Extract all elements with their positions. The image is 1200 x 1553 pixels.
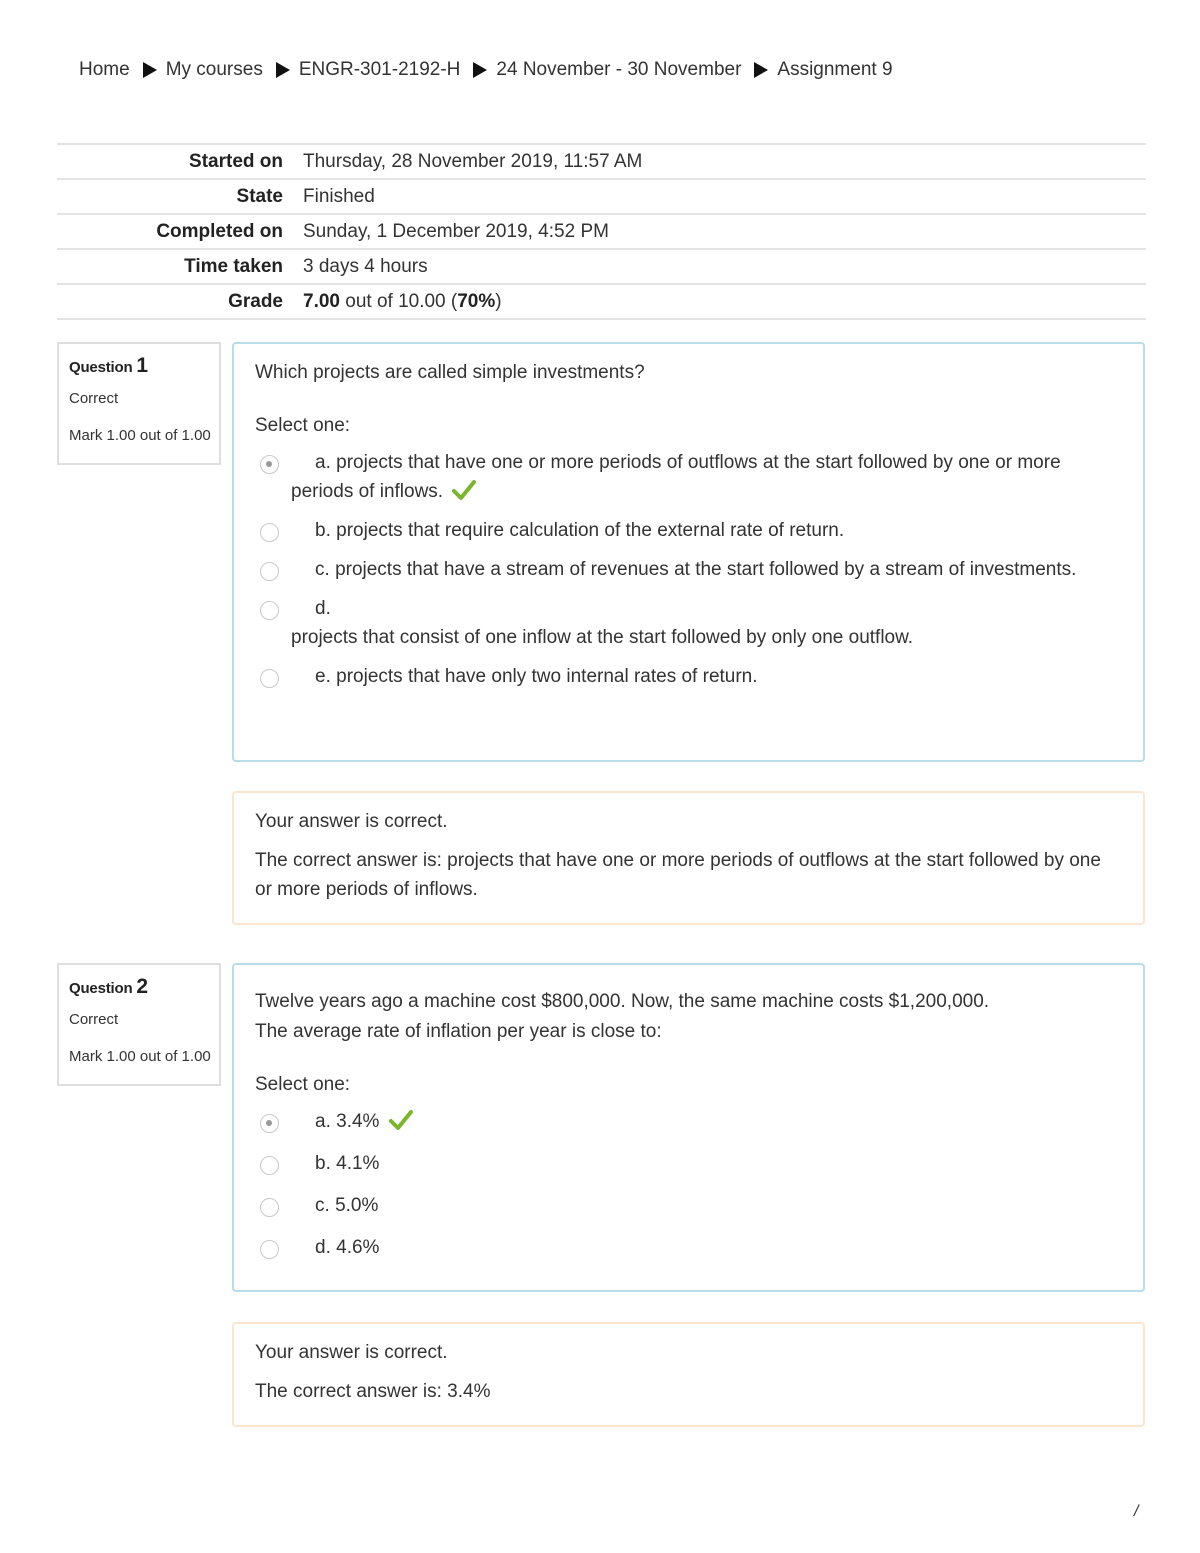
question-2-prompt: Select one: <box>255 1074 351 1095</box>
feedback-status: Your answer is correct. <box>255 811 448 832</box>
grade-out-of: out of 10.00 ( <box>339 290 458 312</box>
option-letter: d. <box>315 1237 331 1258</box>
question-1-option-e[interactable] <box>255 662 1123 691</box>
breadcrumb-separator-icon <box>143 62 157 78</box>
completed-on-label: Completed on <box>57 214 303 249</box>
option-letter: b. <box>315 1153 331 1174</box>
question-2-mark: Mark 1.00 out of 1.00 <box>69 1048 211 1065</box>
state-value: Finished <box>303 179 1146 214</box>
option-letter: d. <box>315 598 331 619</box>
option-text: projects that have one or more periods of outflows at the start followed by one or more periods of inflows. <box>291 452 1061 502</box>
option-text: 5.0% <box>335 1195 379 1216</box>
grade-percent: 70% <box>457 290 496 312</box>
option-text: projects that consist of one inflow at the start followed by only one outflow. <box>291 627 914 648</box>
radio-button[interactable] <box>260 1156 279 1175</box>
summary-row-grade <box>57 284 1146 319</box>
correct-check-icon <box>389 1109 413 1131</box>
question-label: Question <box>69 980 133 997</box>
time-taken-label: Time taken <box>57 249 303 284</box>
summary-row-started <box>57 144 1146 179</box>
feedback-status: Your answer is correct. <box>255 1342 448 1363</box>
radio-button[interactable] <box>260 562 279 581</box>
question-text-line: Which projects are called simple investments? <box>255 362 645 383</box>
question-2-feedback <box>232 1322 1145 1427</box>
breadcrumb-separator-icon <box>276 62 290 78</box>
question-2-formulation <box>232 963 1145 1292</box>
option-letter: c. <box>315 559 330 580</box>
question-1-option-c[interactable] <box>255 555 1123 584</box>
question-2-option-d[interactable] <box>255 1233 1123 1262</box>
question-2-option-c[interactable] <box>255 1191 1123 1220</box>
option-text: projects that have only two internal rates of return. <box>336 666 758 687</box>
page-marker: / <box>1134 1503 1139 1520</box>
summary-row-time <box>57 249 1146 284</box>
summary-row-state <box>57 179 1146 214</box>
radio-button[interactable] <box>260 1240 279 1259</box>
started-on-label: Started on <box>57 144 303 179</box>
feedback-correct-answer: The correct answer is: projects that have one or more periods of outflows at the start followed by one or more periods of inflows. <box>255 850 1101 900</box>
question-1-state: Correct <box>69 390 119 407</box>
grade-score: 7.00 <box>303 290 340 312</box>
option-text: projects that have a stream of revenues at the start followed by a stream of investments. <box>335 559 1077 580</box>
question-number: 2 <box>136 975 148 998</box>
question-1-formulation <box>232 342 1145 762</box>
radio-button[interactable] <box>260 601 279 620</box>
question-1-prompt: Select one: <box>255 415 351 436</box>
option-text: 4.6% <box>336 1237 380 1258</box>
question-1-text <box>255 358 1123 388</box>
question-text-line: The average rate of inflation per year is close to: <box>255 1021 662 1042</box>
feedback-correct-answer: The correct answer is: 3.4% <box>255 1381 491 1402</box>
time-taken-value: 3 days 4 hours <box>303 249 1146 284</box>
question-1-option-a[interactable] <box>255 448 1123 506</box>
radio-button[interactable] <box>260 523 279 542</box>
attempt-summary-table <box>57 143 1146 320</box>
breadcrumb-separator-icon <box>754 62 768 78</box>
grade-close: ) <box>495 290 502 312</box>
question-1-feedback <box>232 791 1145 925</box>
radio-button-selected[interactable] <box>260 1114 279 1133</box>
question-number: 1 <box>136 354 148 377</box>
question-1-mark: Mark 1.00 out of 1.00 <box>69 427 211 444</box>
question-2-option-a[interactable] <box>255 1107 1123 1136</box>
question-2-text <box>255 987 1123 1047</box>
question-1-option-b[interactable] <box>255 516 1123 545</box>
option-text: projects that require calculation of the external rate of return. <box>336 520 845 541</box>
radio-button[interactable] <box>260 669 279 688</box>
grade-value <box>303 284 1146 319</box>
option-letter: a. <box>315 1111 331 1132</box>
option-text: 4.1% <box>336 1153 380 1174</box>
breadcrumb-separator-icon <box>473 62 487 78</box>
state-label: State <box>57 179 303 214</box>
question-2-number <box>69 975 219 999</box>
question-1-option-d[interactable] <box>255 594 1123 652</box>
option-letter: a. <box>315 452 331 473</box>
radio-button[interactable] <box>260 1198 279 1217</box>
correct-check-icon <box>452 479 476 501</box>
question-2-state: Correct <box>69 1011 119 1028</box>
summary-row-completed <box>57 214 1146 249</box>
option-letter: e. <box>315 666 331 687</box>
option-letter: c. <box>315 1195 330 1216</box>
question-2-info <box>57 963 221 1086</box>
breadcrumb-week[interactable]: 24 November - 30 November <box>496 59 742 80</box>
breadcrumb-home[interactable]: Home <box>79 59 130 80</box>
question-text-line: Twelve years ago a machine cost $800,000. Now, the same machine costs $1,200,000. <box>255 991 990 1012</box>
breadcrumb-assignment[interactable]: Assignment 9 <box>777 59 893 80</box>
breadcrumb-course[interactable]: ENGR-301-2192-H <box>298 59 461 80</box>
question-1-number <box>69 354 219 378</box>
option-letter: b. <box>315 520 331 541</box>
breadcrumb-my-courses[interactable]: My courses <box>165 59 263 80</box>
radio-button-selected[interactable] <box>260 455 279 474</box>
completed-on-value: Sunday, 1 December 2019, 4:52 PM <box>303 214 1146 249</box>
question-1-info <box>57 342 221 465</box>
breadcrumb <box>79 56 893 84</box>
option-text: 3.4% <box>336 1111 380 1132</box>
grade-label: Grade <box>57 284 303 319</box>
question-label: Question <box>69 359 133 376</box>
started-on-value: Thursday, 28 November 2019, 11:57 AM <box>303 144 1146 179</box>
question-2-option-b[interactable] <box>255 1149 1123 1178</box>
